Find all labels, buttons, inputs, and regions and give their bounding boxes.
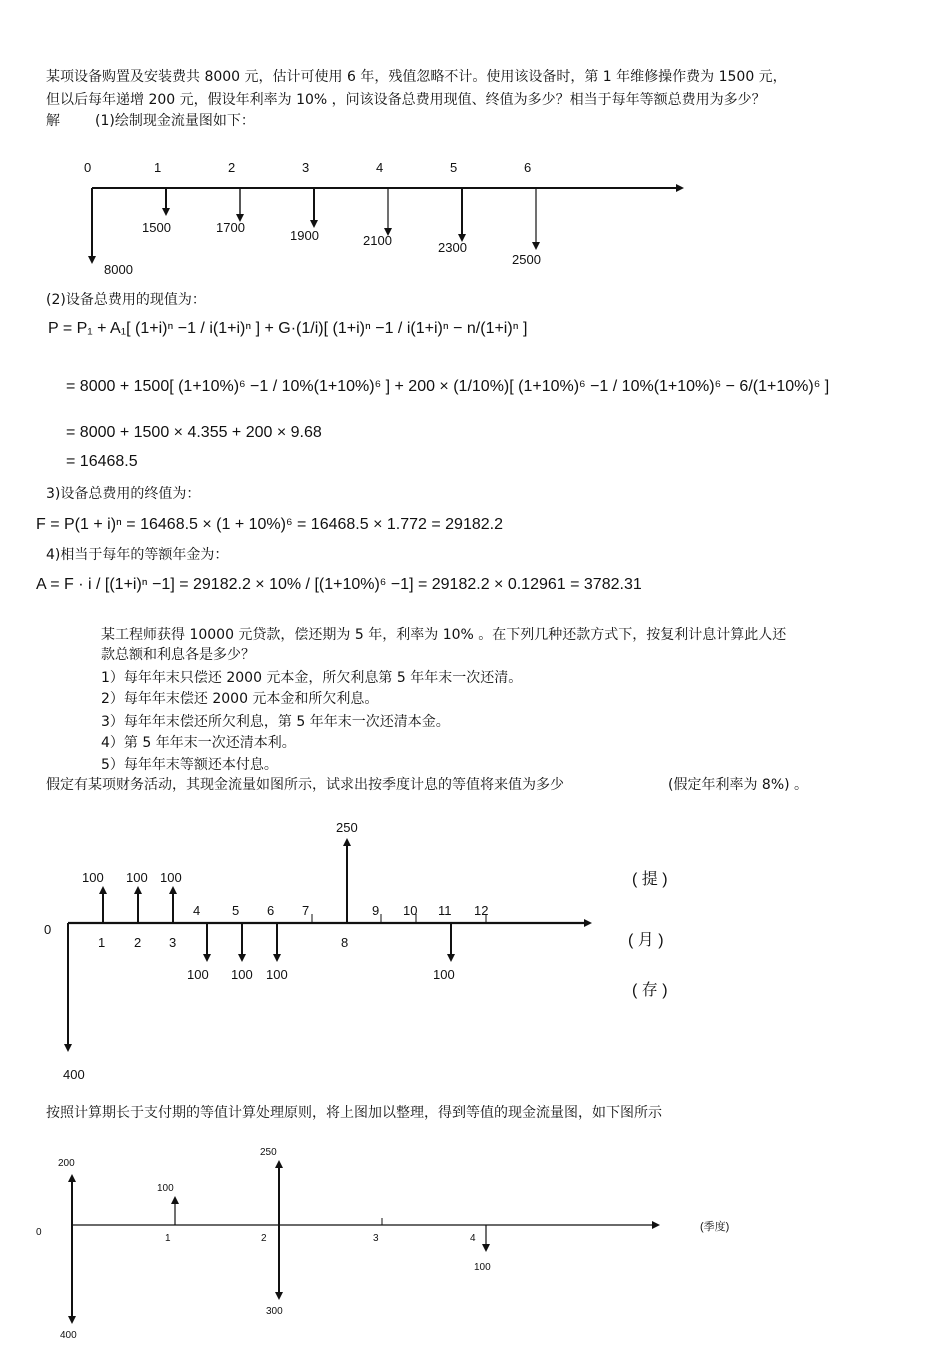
- step4-heading: 4)相当于每年的等额年金为：: [46, 547, 229, 563]
- axis-label: 0: [36, 1227, 42, 1238]
- axis-label: 0: [44, 922, 52, 937]
- pv-formula: P = P₁ + A₁[ (1+i)ⁿ −1 / i(1+i)ⁿ ] + G·(1/i)[ (1+i)ⁿ −1 / i(1+i)ⁿ − n/(1+i)ⁿ ]: [48, 320, 528, 337]
- axis-label: 6: [267, 903, 275, 918]
- problem2-item: 4）第 5 年年末一次还清本利。: [101, 735, 296, 751]
- amount-label: 100: [157, 1183, 174, 1194]
- axis-label: 3: [373, 1233, 379, 1244]
- cash-flow-diagram-2: [0, 810, 720, 1085]
- step2-heading: (2)设备总费用的现值为：: [46, 292, 206, 308]
- amount-label: 100: [82, 870, 104, 885]
- period-label: 0: [84, 160, 92, 175]
- axis-label: 3: [169, 935, 177, 950]
- amount-label: 100: [474, 1262, 491, 1273]
- solve-label: 解: [46, 113, 60, 129]
- problem3-line1-tail: (假定年利率为 8%) 。: [668, 777, 809, 793]
- problem2-item: 5）每年年末等额还本付息。: [101, 757, 278, 773]
- amount-label: 100: [187, 967, 209, 982]
- tick-marks: [312, 914, 486, 923]
- amount-label: 100: [160, 870, 182, 885]
- axis-labels: [36, 1227, 476, 1244]
- amount-label: 400: [60, 1330, 77, 1341]
- amount-label: 100: [433, 967, 455, 982]
- period-label: 1: [154, 160, 162, 175]
- axis-label: 2: [134, 935, 142, 950]
- problem1-line1: 某项设备购置及安装费共 8000 元，估计可使用 6 年，残值忽略不计。使用该设备时，第 1 年维修操作费为 1500 元，: [46, 69, 787, 85]
- side-label: ( 月 ): [628, 932, 664, 949]
- axis-label: 1: [165, 1233, 171, 1244]
- amount-label: 400: [63, 1067, 85, 1082]
- flow-label: 2100: [363, 233, 392, 248]
- problem2-line2: 款总额和利息各是多少？: [101, 647, 255, 663]
- amount-label: 200: [58, 1158, 75, 1169]
- problem3-line1: 假定有某项财务活动，其现金流量如图所示，试求出按季度计息的等值将来值为多少: [46, 777, 564, 793]
- unit-label: (季度): [700, 1221, 730, 1233]
- amount-label: 100: [126, 870, 148, 885]
- problem1-line2: 但以后每年递增 200 元，假设年利率为 10% ，问该设备总费用现值、终值为多少？相当于每年等额总费用为多少？: [46, 92, 766, 108]
- period-label: 4: [376, 160, 384, 175]
- axis-label: 1: [98, 935, 106, 950]
- flow-label: 2500: [512, 252, 541, 267]
- flow-label: 1900: [290, 228, 319, 243]
- problem3-note: 按照计算期长于支付期的等值计算处理原则，将上图加以整理，得到等值的现金流量图，如下图所示: [46, 1105, 662, 1121]
- axis-labels: [44, 903, 488, 950]
- side-labels: [628, 869, 668, 999]
- amount-label: 250: [260, 1147, 277, 1158]
- amount-label: 300: [266, 1306, 283, 1317]
- problem2-item: 2）每年年末偿还 2000 元本金和所欠利息。: [101, 691, 379, 707]
- axis-label: 10: [403, 903, 418, 918]
- amount-labels: [63, 820, 455, 1082]
- problem2-item: 1）每年年末只偿还 2000 元本金，所欠利息第 5 年年末一次还清。: [101, 670, 523, 686]
- period-labels: [84, 160, 531, 175]
- period-label: 5: [450, 160, 458, 175]
- side-label: ( 提 ): [632, 871, 668, 888]
- pv-calculation: = 8000 + 1500 × 4.355 + 200 × 9.68: [66, 424, 322, 441]
- flow-label: 8000: [104, 262, 133, 277]
- fv-formula: F = P(1 + i)ⁿ = 16468.5 × (1 + 10%)⁶ = 16468.5 × 1.772 = 29182.2: [36, 516, 503, 533]
- flow-labels: [104, 220, 541, 277]
- step1-heading: (1)绘制现金流量图如下：: [95, 113, 255, 129]
- cash-flow-diagram-1: [0, 150, 700, 285]
- problem2-line1: 某工程师获得 10000 元贷款，偿还期为 5 年，利率为 10% 。在下列几种还款方式下，按复利计息计算此人还: [101, 627, 787, 643]
- period-label: 3: [302, 160, 310, 175]
- axis-label: 7: [302, 903, 310, 918]
- amount-label: 100: [266, 967, 288, 982]
- flow-label: 2300: [438, 240, 467, 255]
- period-label: 6: [524, 160, 532, 175]
- pv-result: = 16468.5: [66, 453, 138, 470]
- pv-substitution: = 8000 + 1500[ (1+10%)⁶ −1 / 10%(1+10%)⁶ ] + 200 × (1/10%)[ (1+10%)⁶ −1 / 10%(1+10%)⁶ − 6/(1+10%)⁶ ]: [66, 378, 830, 395]
- axis-label: 12: [474, 903, 489, 918]
- amount-label: 250: [336, 820, 358, 835]
- cash-flow-diagram-3: [0, 1140, 760, 1345]
- axis-label: 4: [193, 903, 201, 918]
- axis-label: 8: [341, 935, 349, 950]
- cash-flow-arrows: [72, 1164, 486, 1320]
- amount-label: 100: [231, 967, 253, 982]
- annuity-formula: A = F · i / [(1+i)ⁿ −1] = 29182.2 × 10% / [(1+10%)⁶ −1] = 29182.2 × 0.12961 = 3782.31: [36, 576, 642, 593]
- axis-label: 2: [261, 1233, 267, 1244]
- axis-label: 5: [232, 903, 240, 918]
- flow-label: 1500: [142, 220, 171, 235]
- problem2-item: 3）每年年末偿还所欠利息，第 5 年年末一次还清本金。: [101, 714, 450, 730]
- axis-label: 4: [470, 1233, 476, 1244]
- axis-label: 11: [438, 903, 452, 918]
- side-label: ( 存 ): [632, 982, 668, 999]
- flow-label: 1700: [216, 220, 245, 235]
- step3-heading: 3)设备总费用的终值为：: [46, 486, 201, 502]
- period-label: 2: [228, 160, 236, 175]
- amount-labels: [58, 1147, 491, 1341]
- axis-label: 9: [372, 903, 380, 918]
